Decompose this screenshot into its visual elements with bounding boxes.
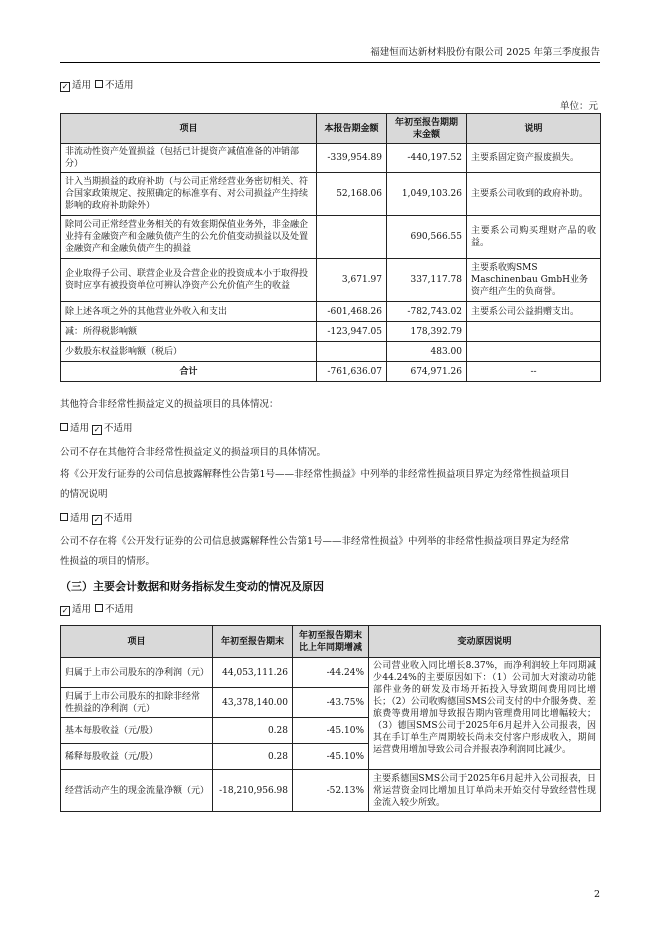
applicability-row-3 [60, 512, 600, 525]
applicability-row-1 [60, 79, 600, 92]
unchecked-box-icon[interactable] [60, 423, 68, 431]
page-number: 2 [593, 889, 600, 900]
applicability-row-2 [60, 422, 600, 435]
value-cell [317, 342, 387, 362]
not-applicable-label: 不适用 [104, 513, 133, 524]
value-cell: 52,168.06 [317, 173, 387, 216]
table-row [61, 342, 601, 362]
value-cell: 44,053,111.26 [213, 658, 293, 688]
value-cell: -782,743.02 [387, 302, 467, 322]
item-cell: 除上述各项之外的其他营业外收入和支出 [61, 302, 317, 322]
item-cell: 除同公司正常经营业务相关的有效套期保值业务外，非金融企业持有金融资产和金融负债产生的公允价值变动损益以及处置金融资产和金融负债产生的损益 [61, 216, 317, 259]
value-cell: -440,197.52 [387, 144, 467, 173]
paragraph-no-reclassification-line2: 性损益的项目的情形。 [60, 556, 156, 567]
item-cell: 企业取得子公司、联营企业及合营企业的投资成本小于取得投资时应享有被投资单位可辨认净资产公允价值产生的收益 [61, 259, 317, 302]
value-cell: 483.00 [387, 342, 467, 362]
item-cell: 归属于上市公司股东的净利润（元） [61, 658, 213, 688]
item-cell: 基本每股收益（元/股） [61, 718, 213, 744]
header-current-period: 本报告期金额 [317, 114, 387, 144]
table-row [61, 144, 601, 173]
total-ytd: 674,971.26 [387, 362, 467, 382]
unchecked-box-icon[interactable] [95, 604, 103, 612]
note-cell: 主要系公司收到的政府补助。 [467, 173, 601, 216]
table-row [61, 658, 601, 688]
applicable-label: 适用 [72, 80, 92, 91]
change-cell: -45.10% [293, 744, 369, 770]
note-cell [467, 342, 601, 362]
item-cell: 非流动性资产处置损益（包括已计提资产减值准备的冲销部分） [61, 144, 317, 173]
value-cell [317, 216, 387, 259]
value-cell: 337,117.78 [387, 259, 467, 302]
header-rule [60, 62, 600, 63]
value-cell: -601,468.26 [317, 302, 387, 322]
non-recurring-gains-table [60, 113, 601, 382]
table-row [61, 173, 601, 216]
reason-cell: 公司营业收入同比增长8.37%，而净利润较上年同期减少44.24%的主要原因如下：（1）公司加大对滚动功能部件业务的研发及市场开拓投入导致期间费用同比增长；（2）公司收购德国SMS公司支付的中介服务费、差旅费等费用增加导致报告期内管理费用同比增幅较大；（3）德国SMS公司于2025年6月起并入公司报表，因其在手订单生产周期较长尚未交付客户形成收入，期间运营费用增加导致公司合并报表净利润同比减少。 [369, 658, 601, 770]
applicable-label: 适用 [70, 423, 90, 434]
table-row [61, 770, 601, 812]
value-cell: -123,947.05 [317, 322, 387, 342]
item-cell: 减：所得税影响额 [61, 322, 317, 342]
total-current: -761,636.07 [317, 362, 387, 382]
reason-cell: 主要系德国SMS公司于2025年6月起并入公司报表，日常运营资金同比增加且订单尚未开始交付导致经营性现金流入较少所致。 [369, 770, 601, 812]
paragraph-no-other-items: 公司不存在其他符合非经常性损益定义的损益项目的具体情况。 [60, 447, 327, 458]
unchecked-box-icon[interactable] [60, 513, 68, 521]
item-cell: 计入当期损益的政府补助（与公司正常经营业务密切相关、符合国家政策规定、按照确定的标准享有、对公司损益产生持续影响的政府补助除外） [61, 173, 317, 216]
paragraph-reclassification-line1: 将《公开发行证券的公司信息披露解释性公告第1号——非经常性损益》中列举的非经常性损益项目界定为经常性损益项目 [60, 469, 570, 480]
value-cell: 1,049,103.26 [387, 173, 467, 216]
value-cell: 0.28 [213, 718, 293, 744]
applicability-row-4 [60, 603, 600, 616]
value-cell: 0.28 [213, 744, 293, 770]
checked-box-icon[interactable]: ✓ [61, 606, 69, 615]
unchecked-box-icon[interactable] [95, 80, 103, 88]
value-cell: 43,378,140.00 [213, 688, 293, 718]
not-applicable-label: 不适用 [104, 423, 133, 434]
applicable-label: 适用 [70, 513, 90, 524]
total-note: -- [467, 362, 601, 382]
change-cell: -45.10% [293, 718, 369, 744]
note-cell [467, 322, 601, 342]
table-row [61, 322, 601, 342]
checked-box-icon[interactable]: ✓ [93, 425, 101, 434]
checked-box-icon[interactable]: ✓ [61, 82, 69, 91]
change-cell: -44.24% [293, 658, 369, 688]
note-cell: 主要系公司购买理财产品的收益。 [467, 216, 601, 259]
paragraph-reclassification-line2: 的情况说明 [60, 489, 108, 500]
paragraph-no-reclassification-line1: 公司不存在将《公开发行证券的公司信息披露解释性公告第1号——非经常性损益》中列举的非经常性损益项目界定为经常 [60, 536, 570, 547]
value-cell: 690,566.55 [387, 216, 467, 259]
value-cell: 3,671.97 [317, 259, 387, 302]
note-cell: 主要系固定资产报废损失。 [467, 144, 601, 173]
header-ytd: 年初至报告期末 [213, 626, 293, 658]
unit-label: 单位：元 [559, 101, 598, 112]
financial-indicators-table [60, 625, 601, 812]
note-cell: 主要系收购SMS Maschinenbau GmbH业务资产组产生的负商誉。 [467, 259, 601, 302]
header-item: 项目 [61, 626, 213, 658]
not-applicable-label: 不适用 [105, 604, 134, 615]
item-cell: 稀释每股收益（元/股） [61, 744, 213, 770]
paragraph-other-items: 其他符合非经常性损益定义的损益项目的具体情况： [60, 399, 279, 410]
item-cell: 经营活动产生的现金流量净额（元） [61, 770, 213, 812]
checked-box-icon[interactable]: ✓ [93, 515, 101, 524]
header-ytd: 年初至报告期期末金额 [387, 114, 467, 144]
applicable-label: 适用 [72, 604, 92, 615]
item-cell: 少数股东权益影响额（税后） [61, 342, 317, 362]
page-header: 福建恒而达新材料股份有限公司 2025 年第三季度报告 [370, 47, 600, 58]
change-cell: -43.75% [293, 688, 369, 718]
table-row [61, 259, 601, 302]
table-row [61, 216, 601, 259]
change-cell: -52.13% [293, 770, 369, 812]
note-cell: 主要系公司公益捐赠支出。 [467, 302, 601, 322]
header-yoy-change: 年初至报告期末比上年同期增减 [293, 626, 369, 658]
value-cell: -18,210,956.98 [213, 770, 293, 812]
total-label: 合计 [61, 362, 317, 382]
table-row [61, 302, 601, 322]
item-cell: 归属于上市公司股东的扣除非经常性损益的净利润（元） [61, 688, 213, 718]
header-note: 说明 [467, 114, 601, 144]
total-row [61, 362, 601, 382]
header-reason: 变动原因说明 [369, 626, 601, 658]
header-item: 项目 [61, 114, 317, 144]
value-cell: -339,954.89 [317, 144, 387, 173]
not-applicable-label: 不适用 [105, 80, 134, 91]
section-title: （三）主要会计数据和财务指标发生变动的情况及原因 [60, 580, 324, 593]
value-cell: 178,392.79 [387, 322, 467, 342]
